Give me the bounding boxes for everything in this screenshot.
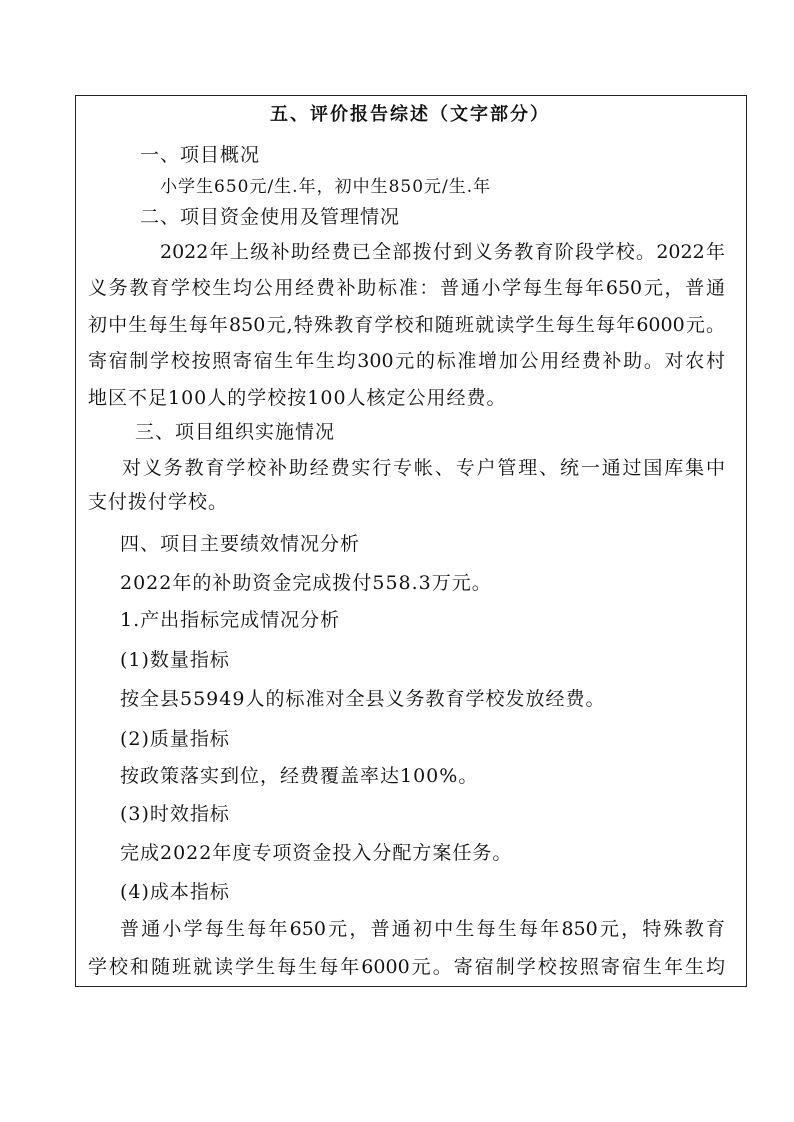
section-3-line-1: 对义务教育学校补助经费实行专帐、专户管理、统一通过国库集中: [122, 457, 725, 479]
quality-indicator-text: 按政策落实到位，经费覆盖率达100%。: [120, 765, 479, 787]
section-2-line-4: 寄宿制学校按照寄宿生年生均300元的标准增加公用经费补助。对农村: [88, 350, 725, 372]
section-4-text: 2022年的补助资金完成拨付558.3万元。: [120, 572, 492, 594]
section-1-heading: 一、项目概况: [140, 144, 261, 166]
section-2-line-5: 地区不足100人的学校按100人核定公用经费。: [88, 387, 507, 409]
quantity-indicator-heading: (1)数量指标: [120, 649, 230, 671]
quantity-indicator-text: 按全县55949人的标准对全县义务教育学校发放经费。: [120, 688, 606, 710]
section-1-text: 小学生650元/生.年，初中生850元/生.年: [160, 177, 492, 197]
page-title: 五、评价报告综述（文字部分）: [270, 104, 550, 125]
section-2-line-2: 义务教育学校生均公用经费补助标准：普通小学每生每年650元，普通: [88, 277, 725, 299]
subsection-1-heading: 1.产出指标完成情况分析: [120, 609, 341, 631]
cost-indicator-heading: (4)成本指标: [120, 881, 230, 903]
section-2-line-1: 2022年上级补助经费已全部拨付到义务教育阶段学校。2022年: [160, 241, 725, 263]
section-2-line-3: 初中生每生每年850元,特殊教育学校和随班就读学生每生每年6000元。: [88, 314, 725, 336]
cost-indicator-line-1: 普通小学每生每年650元，普通初中生每生每年850元，特殊教育: [120, 918, 725, 940]
section-3-heading: 三、项目组织实施情况: [135, 421, 336, 443]
section-4-heading: 四、项目主要绩效情况分析: [120, 533, 361, 555]
section-2-heading: 二、项目资金使用及管理情况: [140, 206, 401, 228]
timeliness-indicator-heading: (3)时效指标: [120, 803, 230, 825]
quality-indicator-heading: (2)质量指标: [120, 728, 230, 750]
cost-indicator-line-2: 学校和随班就读学生每生每年6000元。寄宿制学校按照寄宿生年生均: [88, 956, 725, 978]
timeliness-indicator-text: 完成2022年度专项资金投入分配方案任务。: [120, 842, 513, 864]
section-3-line-2: 支付拨付学校。: [88, 491, 229, 513]
